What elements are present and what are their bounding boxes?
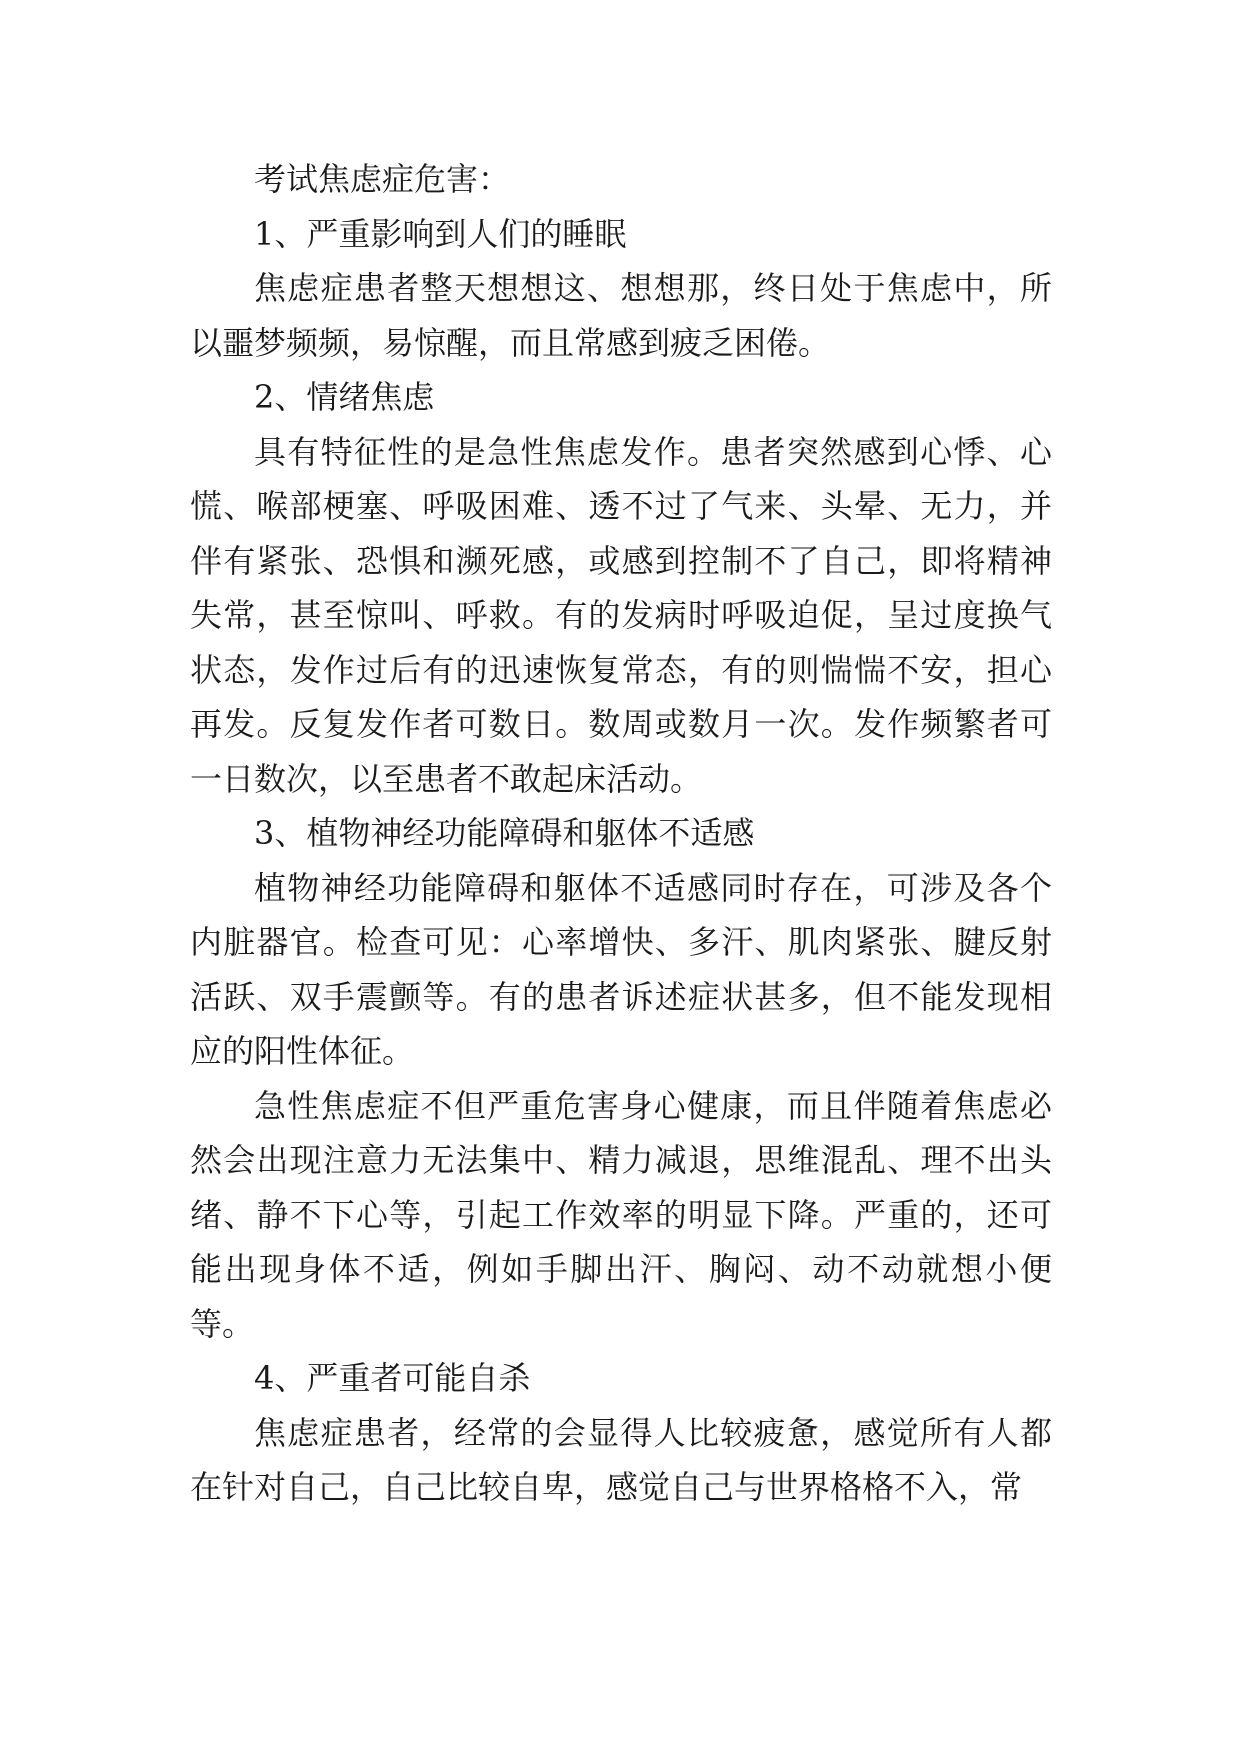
- paragraph: 具有特征性的是急性焦虑发作。患者突然感到心悸、心慌、喉部梗塞、呼吸困难、透不过了气来、头晕、无力，并伴有紧张、恐惧和濒死感，或感到控制不了自己，即将精神失常，甚至惊叫、呼救。有的发病时呼吸迫促，呈过度换气状态，发作过后有的迅速恢复常态，有的则惴惴不安，担心再发。反复发作者可数日。数周或数月一次。发作频繁者可一日数次，以至患者不敢起床活动。: [190, 432, 1052, 798]
- paragraph: 焦虑症患者整天想想这、想想那，终日处于焦虑中，所以噩梦频频，易惊醒，而且常感到疲乏困倦。: [190, 269, 1052, 362]
- paragraph: 焦虑症患者，经常的会显得人比较疲惫，感觉所有人都在针对自己，自己比较自卑，感觉自己与世界格格不入，常: [190, 1413, 1052, 1506]
- document-page: [190, 152, 1052, 1515]
- paragraph: 急性焦虑症不但严重危害身心健康，而且伴随着焦虑必然会出现注意力无法集中、精力减退，思维混乱、理不出头绪、静不下心等，引起工作效率的明显下降。严重的，还可能出现身体不适，例如手脚出汗、胸闷、动不动就想小便等。: [190, 1086, 1052, 1343]
- section-heading: 3、植物神经功能障碍和躯体不适感: [254, 814, 755, 852]
- section-heading: 2、情绪焦虑: [254, 378, 435, 416]
- paragraph: 植物神经功能障碍和躯体不适感同时存在，可涉及各个内脏器官。检查可见：心率增快、多汗、肌肉紧张、腱反射活跃、双手震颤等。有的患者诉述症状甚多，但不能发现相应的阳性体征。: [190, 868, 1052, 1070]
- section-heading: 1、严重影响到人们的睡眠: [254, 214, 627, 253]
- document-title: 考试焦虑症危害：: [254, 160, 511, 198]
- section-heading: 4、严重者可能自杀: [254, 1359, 531, 1397]
